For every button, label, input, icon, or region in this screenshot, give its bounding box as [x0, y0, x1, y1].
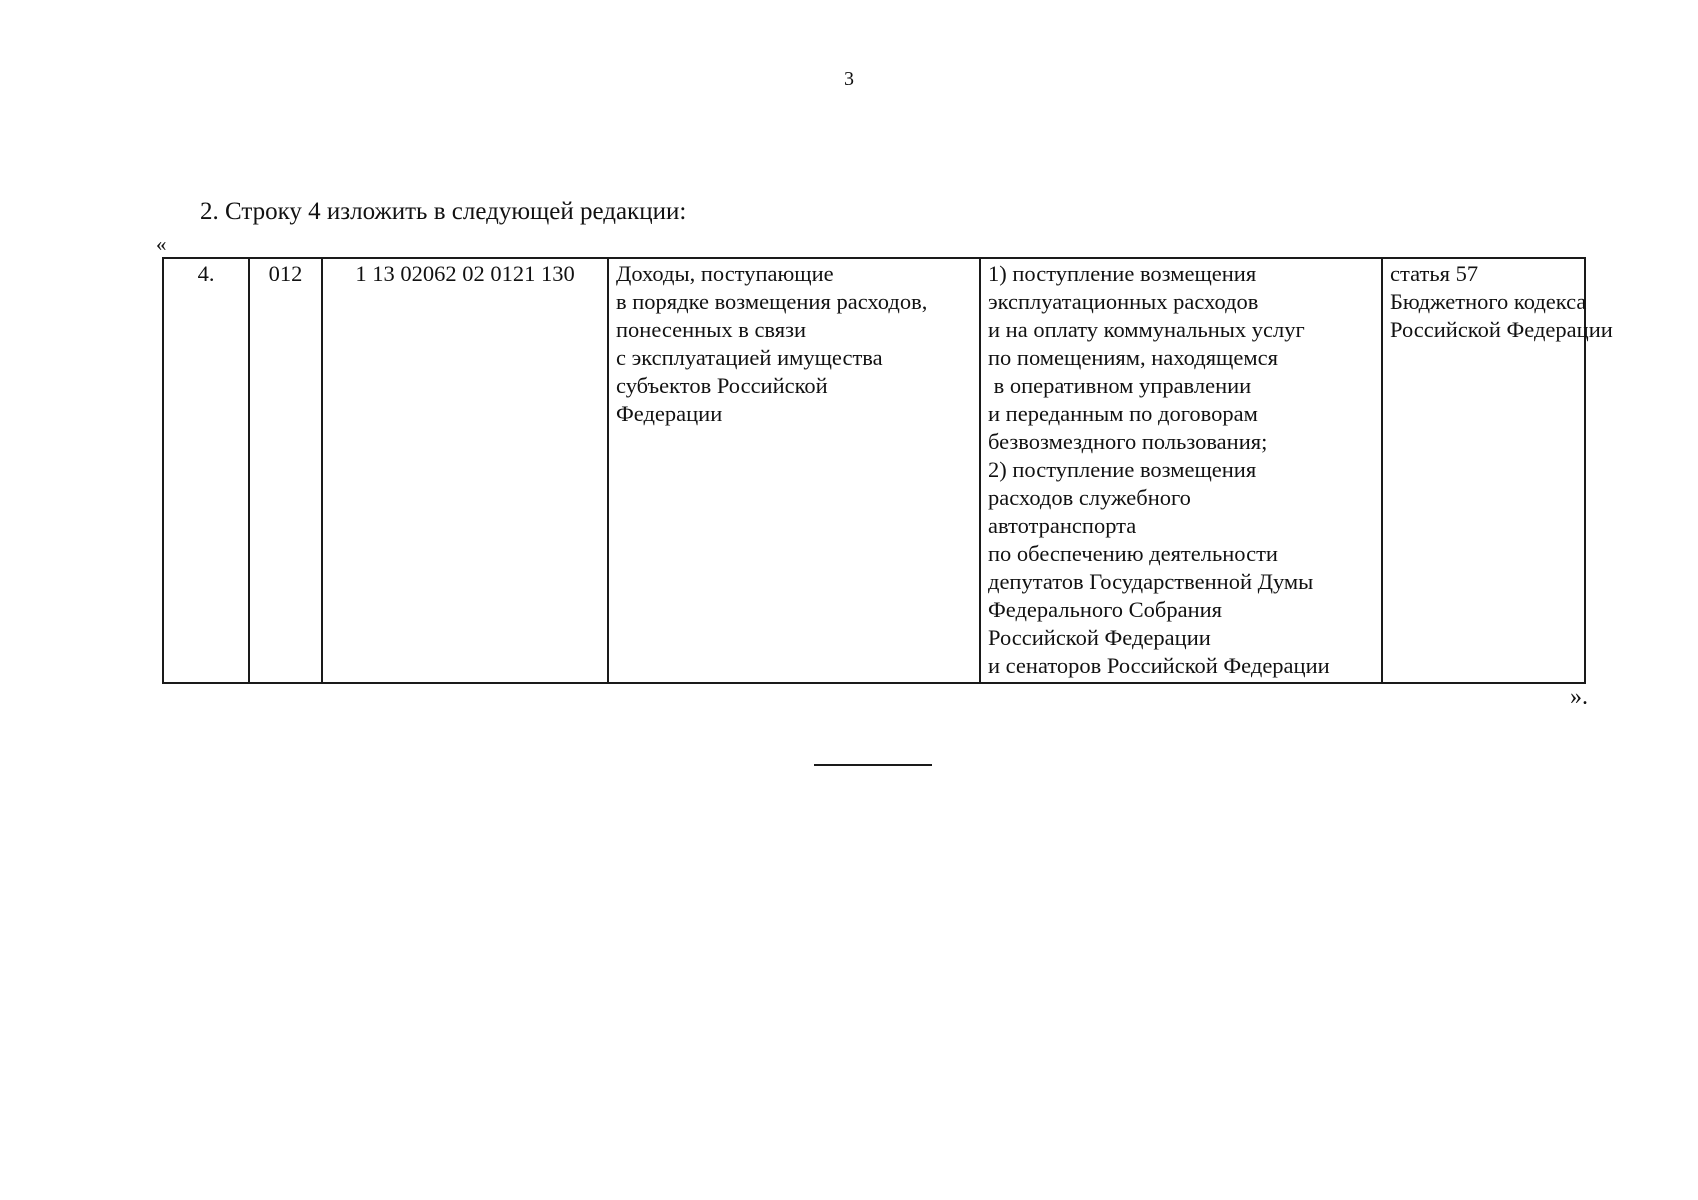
description-line: по обеспечению деятельности — [988, 541, 1278, 566]
income-name-line: субъектов Российской — [616, 373, 828, 398]
amendment-table — [162, 257, 1613, 684]
page-number: 3 — [844, 68, 854, 90]
description-line: 1) поступление возмещения — [988, 261, 1257, 286]
description-line: депутатов Государственной Думы — [988, 569, 1314, 594]
income-name-cell — [608, 258, 980, 683]
admin-code-cell: 012 — [249, 258, 322, 683]
legal-basis-line: статья 57 — [1390, 261, 1479, 286]
income-name-line: с эксплуатацией имущества — [616, 345, 883, 370]
description-line: расходов служебного — [988, 485, 1191, 510]
description-line: эксплуатационных расходов — [988, 289, 1259, 314]
description-line: автотранспорта — [988, 513, 1137, 538]
budget-code-cell: 1 13 02062 02 0121 130 — [322, 258, 608, 683]
amendment-instruction: 2. Строку 4 изложить в следующей редакции: — [200, 198, 687, 225]
description-line: 2) поступление возмещения — [988, 457, 1257, 482]
legal-basis-cell — [1382, 258, 1613, 683]
income-name-line: понесенных в связи — [616, 317, 807, 342]
description-line: в оперативном управлении — [988, 373, 1252, 398]
description-line: Российской Федерации — [988, 625, 1211, 650]
income-name-line: Доходы, поступающие — [616, 261, 834, 286]
legal-basis-line: Бюджетного кодекса — [1390, 289, 1587, 314]
income-name-line: в порядке возмещения расходов, — [616, 289, 928, 314]
description-line: безвозмездного пользования; — [988, 429, 1268, 454]
description-line: по помещениям, находящемся — [988, 345, 1278, 370]
description-line: и переданным по договорам — [988, 401, 1258, 426]
opening-quote-mark: « — [156, 232, 167, 256]
income-description-cell — [980, 258, 1382, 683]
end-separator-line — [814, 764, 932, 766]
row-number-cell: 4. — [163, 258, 249, 683]
description-line: Федерального Собрания — [988, 597, 1223, 622]
closing-quote-mark: ». — [1570, 684, 1588, 710]
description-line: и на оплату коммунальных услуг — [988, 317, 1305, 342]
description-line: и сенаторов Российской Федерации — [988, 653, 1330, 678]
income-name-line: Федерации — [616, 401, 723, 426]
legal-basis-line: Российской Федерации — [1390, 317, 1613, 342]
table-row — [163, 258, 1585, 683]
